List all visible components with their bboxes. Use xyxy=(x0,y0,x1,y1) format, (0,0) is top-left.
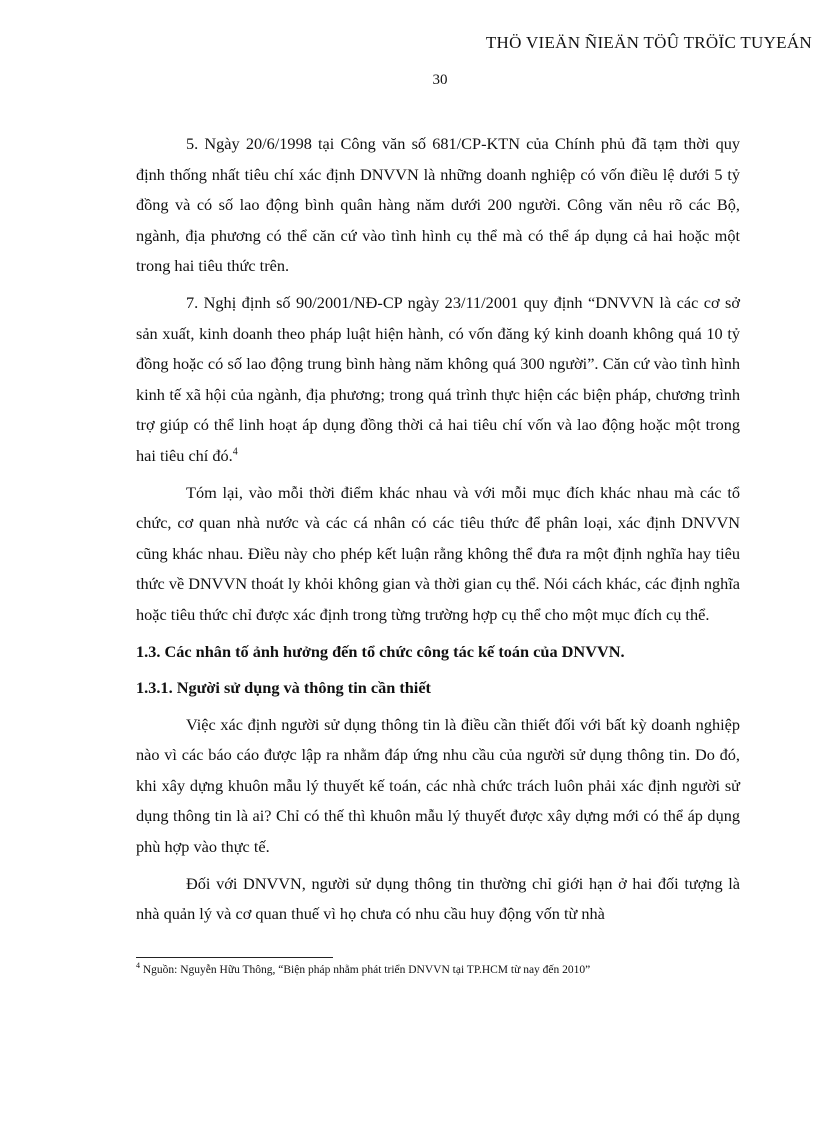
paragraph-summary: Tóm lại, vào mỗi thời điểm khác nhau và với mỗi mục đích khác nhau mà các tổ chức, cơ quan nhà nước và các cá nhân có các tiêu thức để phân loại, xác định DNVVN cũng khác nhau. Điều này cho phép kết luận rằng không thể đưa ra một định nghĩa hay tiêu thức về DNVVN thoát ly khỏi không gian và thời gian cụ thể. Nói cách khác, các định nghĩa hoặc tiêu thức chỉ được xác định trong từng trường hợp cụ thể cho một mục đích cụ thể. xyxy=(136,482,740,624)
page-number: 30 xyxy=(432,72,448,88)
footnote-reference: 4 xyxy=(232,446,238,458)
paragraph-item-5: 5. Ngày 20/6/1998 tại Công văn số 681/CP-KTN của Chính phủ đã tạm thời quy định thống nhất tiêu chí xác định DNVVN là những doanh nghiệp có vốn điều lệ dưới 5 tỷ đồng và có số lao động bình quân hàng năm dưới 200 người. Công văn nêu rõ các Bộ, ngành, địa phương có thể căn cứ vào tình hình cụ thể mà có thể áp dụng cả hai hoặc một trong hai tiêu thức trên. xyxy=(136,134,740,276)
section-heading-1-3: 1.3. Các nhân tố ảnh hưởng đến tổ chức công tác kế toán của DNVVN. xyxy=(136,641,625,661)
footnote-text: Nguồn: Nguyễn Hữu Thông, “Biện pháp nhằm phát triển DNVVN tại TP.HCM từ nay đến 2010” xyxy=(142,964,591,976)
paragraph-information-users: Việc xác định người sử dụng thông tin là điều cần thiết đối với bất kỳ doanh nghiệp nào vì các báo cáo được lập ra nhằm đáp ứng nhu cầu của người sử dụng thông tin. Do đó, khi xây dựng khuôn mẫu lý thuyết kế toán, các nhà chức trách luôn phải xác định người sử dụng thông tin là ai? Chỉ có thế thì khuôn mẫu lý thuyết được xây dựng mới có thể áp dụng phù hợp vào thực tế. xyxy=(136,714,740,857)
footnote-number: 4 xyxy=(136,961,140,971)
footnote-divider xyxy=(136,957,333,958)
paragraph-dnvvn-users: Đối với DNVVN, người sử dụng thông tin thường chỉ giới hạn ở hai đối tượng là nhà quản lý và cơ quan thuế vì họ chưa có nhu cầu huy động vốn từ nhà xyxy=(136,873,740,924)
paragraph-item-7-text: 7. Nghị định số 90/2001/NĐ-CP ngày 23/11/2001 quy định “DNVVN là các cơ sở sản xuất, kinh doanh theo pháp luật hiện hành, có vốn đăng ký kinh doanh không quá 10 tỷ đồng hoặc có số lao động trung bình hàng năm không quá 300 người”. Căn cứ vào tình hình kinh tế xã hội của ngành, địa phương; trong quá trình thực hiện các biện pháp, chương trình trợ giúp có thể linh hoạt áp dụng đồng thời cả hai tiêu chí vốn và lao động hoặc một trong hai tiêu chí đó. xyxy=(136,292,740,465)
section-heading-1-3-1: 1.3.1. Người sử dụng và thông tin cần thiết xyxy=(136,678,431,698)
library-header: THÖ VIEÄN ÑIEÄN TÖÛ TRÖÏC TUYEÁN xyxy=(485,33,812,52)
footnote xyxy=(136,962,740,978)
page-body xyxy=(136,129,740,936)
paragraph-item-7 xyxy=(136,288,740,472)
